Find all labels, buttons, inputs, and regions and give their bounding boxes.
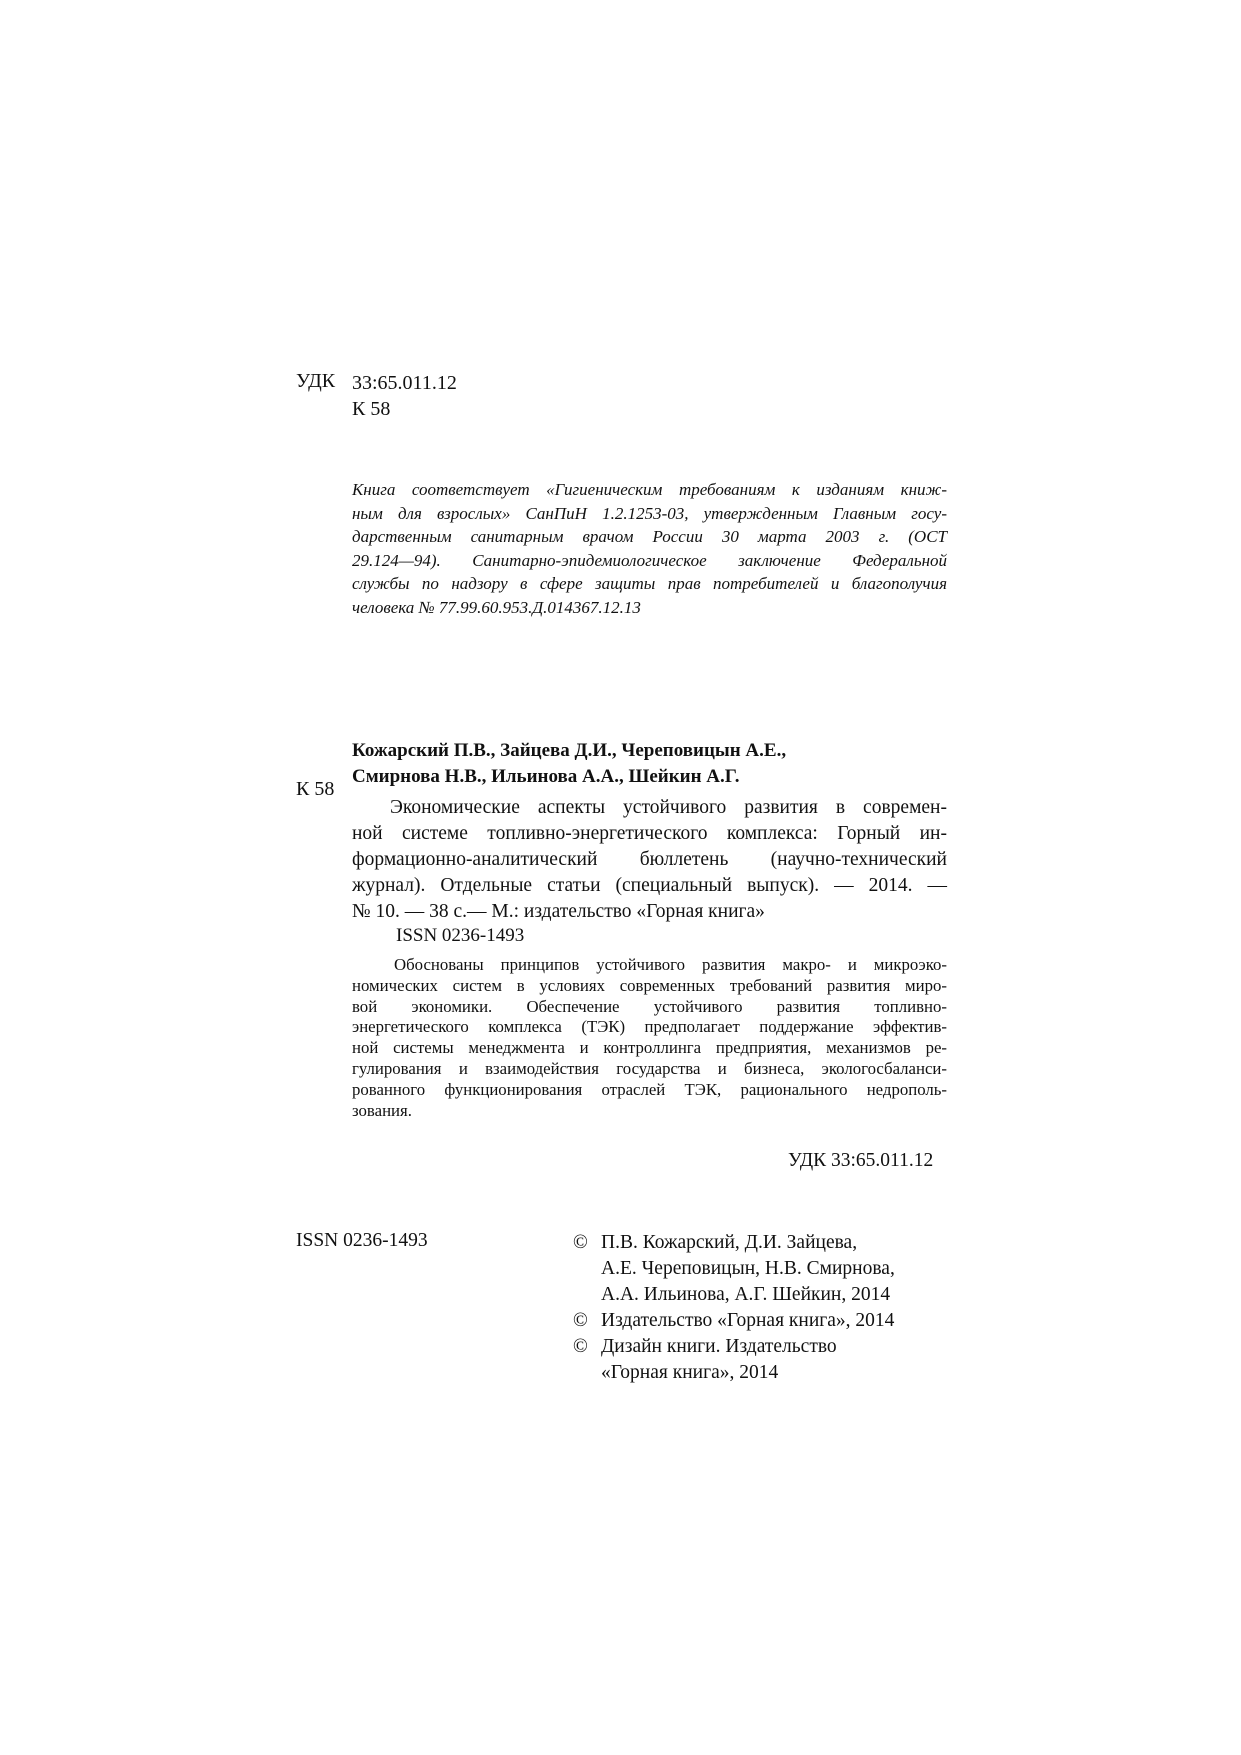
hygiene-line: Книга соответствует «Гигиеническим требованиям к изданиям книж- — [352, 480, 947, 499]
copyright-entry — [573, 1230, 895, 1308]
authors-line: Смирнова Н.В., Ильинова А.А., Шейкин А.Г. — [352, 766, 740, 787]
catalog-description — [352, 795, 947, 925]
copyright-entry — [573, 1308, 895, 1334]
description-line: № 10. — 38 с.— М.: издательство «Горная книга» — [352, 901, 765, 922]
catalog-udk: УДК 33:65.011.12 — [788, 1150, 934, 1171]
abstract-line: вой экономики. Обеспечение устойчивого развития топливно- — [352, 996, 947, 1016]
author-sign: К 58 — [352, 398, 391, 420]
abstract-line: Обоснованы принципов устойчивого развития макро- и микроэко- — [394, 955, 947, 974]
abstract-line: рованного функционирования отраслей ТЭК, рационального недрополь- — [352, 1079, 947, 1099]
copyright-line: А.Е. Череповицын, Н.В. Смирнова, — [601, 1258, 895, 1279]
hygiene-line: службы по надзору в сфере защиты прав потребителей и благополучия — [352, 574, 947, 593]
catalog-issn: ISSN 0236-1493 — [396, 925, 525, 946]
abstract-line: зования. — [352, 1100, 412, 1120]
description-line: ной системе топливно-энергетического комплекса: Горный ин- — [352, 823, 947, 844]
hygiene-line: 29.124—94). Санитарно-эпидемиологическое заключение Федеральной — [352, 550, 947, 570]
hygiene-line: ным для взрослых» СанПиН 1.2.1253-03, утвержденным Главным госу- — [352, 503, 947, 523]
hygiene-note — [352, 478, 947, 619]
catalog-abstract — [352, 955, 947, 1121]
copyright-icon: © — [573, 1336, 588, 1357]
copyright-line: «Горная книга», 2014 — [601, 1362, 779, 1383]
hygiene-line: человека № 77.99.60.953.Д.014367.12.13 — [352, 597, 641, 617]
copyright-icon: © — [573, 1310, 588, 1331]
copyright-line: А.А. Ильинова, А.Г. Шейкин, 2014 — [601, 1284, 891, 1305]
copyright-entry — [573, 1334, 895, 1386]
udk-code-block — [352, 370, 457, 422]
hygiene-line: дарственным санитарным врачом России 30 марта 2003 г. (ОСТ — [352, 527, 947, 546]
description-line: Экономические аспекты устойчивого развития в современ- — [390, 797, 947, 818]
udk-code: 33:65.011.12 — [352, 372, 457, 394]
abstract-line: ной системы менеджмента и контроллинга предприятия, механизмов ре- — [352, 1038, 947, 1058]
copyright-line: Дизайн книги. Издательство — [601, 1336, 837, 1357]
copyright-block — [573, 1230, 895, 1386]
copyright-line: П.В. Кожарский, Д.И. Зайцева, — [601, 1232, 858, 1253]
udk-label: УДК — [296, 370, 336, 392]
description-line: формационно-аналитический бюллетень (научно-технический — [352, 849, 947, 870]
catalog-author-sign: К 58 — [296, 778, 335, 800]
catalog-authors — [352, 738, 786, 790]
authors-line: Кожарский П.В., Зайцева Д.И., Череповицын А.Е., — [352, 740, 787, 761]
abstract-line: номических систем в условиях современных требований развития миро- — [352, 975, 947, 995]
copyright-line: Издательство «Горная книга», 2014 — [601, 1310, 895, 1331]
abstract-line: энергетического комплекса (ТЭК) предполагает поддержание эффектив- — [352, 1017, 947, 1037]
bottom-issn: ISSN 0236-1493 — [296, 1230, 428, 1251]
abstract-line: гулирования и взаимодействия государства и бизнеса, экологосбаланси- — [352, 1058, 947, 1078]
copyright-icon: © — [573, 1232, 588, 1253]
description-line: журнал). Отдельные статьи (специальный выпуск). — 2014. — — [352, 875, 947, 896]
